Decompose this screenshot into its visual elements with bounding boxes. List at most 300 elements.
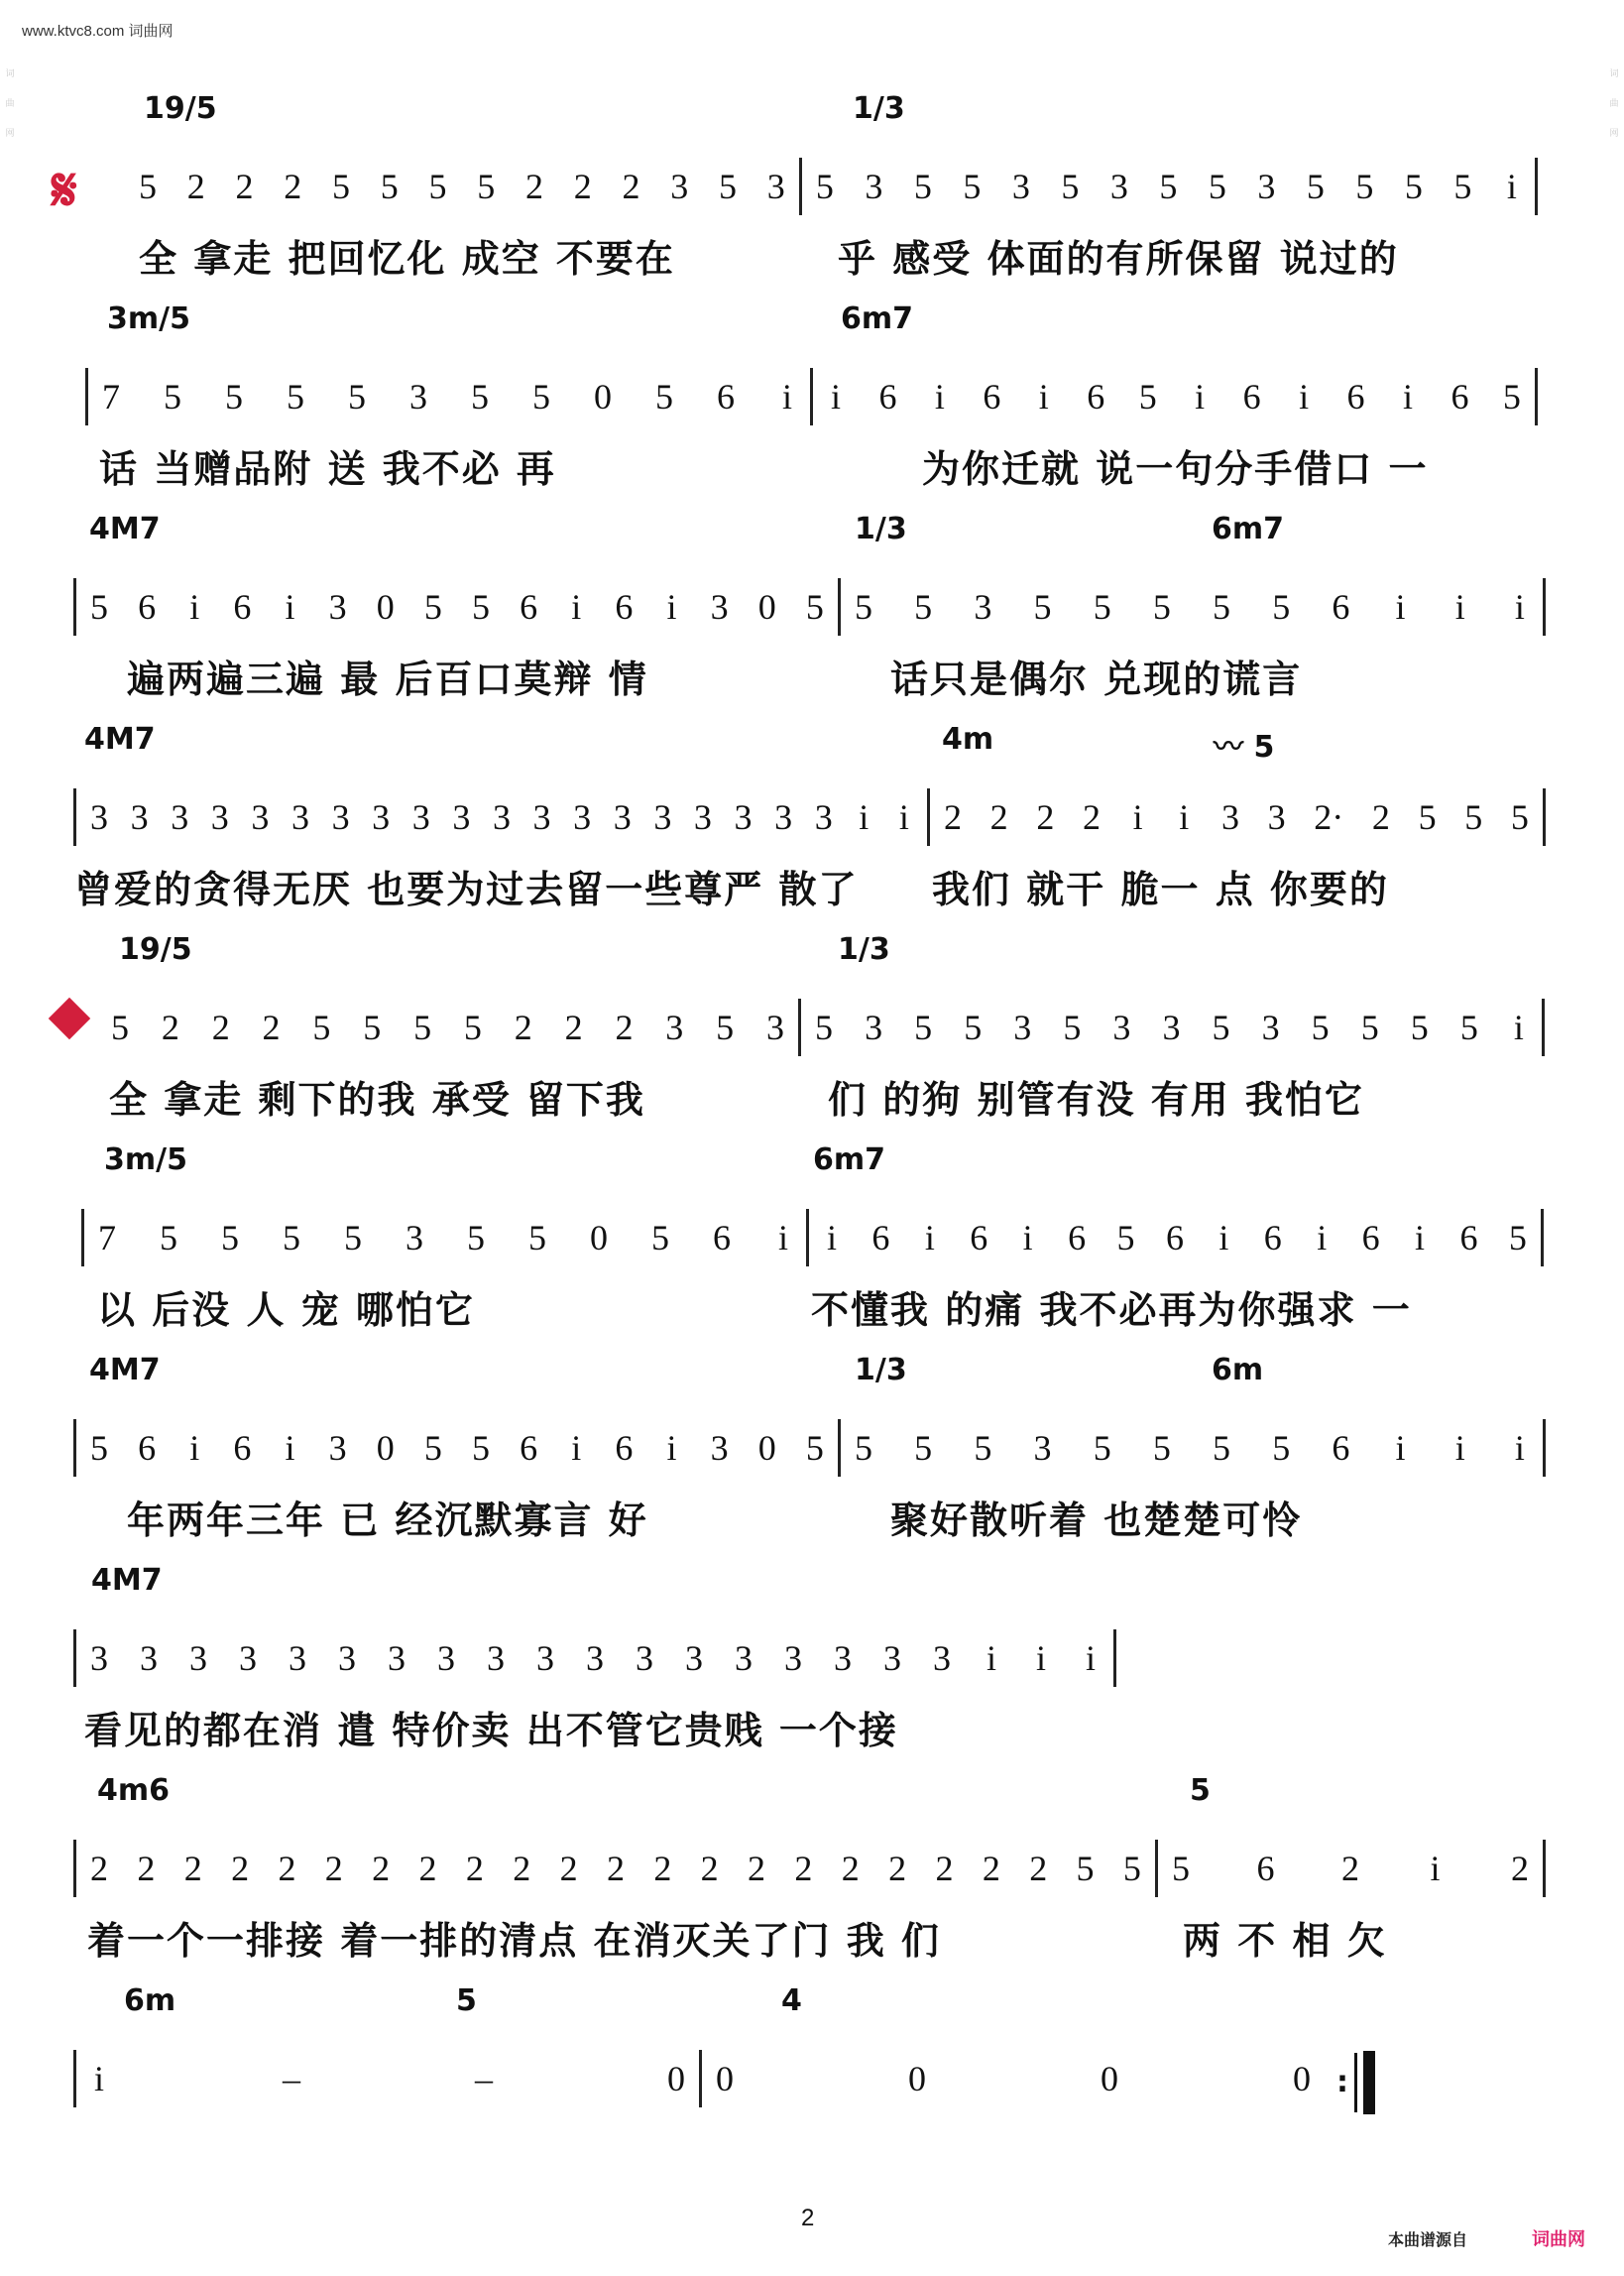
note: 6	[1332, 1428, 1350, 1468]
note: 5	[472, 1428, 490, 1468]
chord-symbol: 3m/5	[107, 301, 190, 336]
note: 6	[713, 1218, 731, 1258]
note: 3	[140, 1638, 158, 1678]
note: 5	[1306, 167, 1325, 206]
note: 2	[606, 1849, 625, 1888]
note: 5	[363, 1008, 382, 1047]
barline	[806, 1209, 809, 1266]
barline	[1543, 578, 1546, 636]
note: 2	[418, 1849, 437, 1888]
note: i	[1299, 377, 1310, 417]
note: 5	[815, 167, 834, 206]
note: 5	[471, 377, 489, 417]
measure	[944, 796, 1529, 838]
note: 2	[525, 167, 543, 206]
note: 3	[1261, 1008, 1280, 1047]
note: 2	[653, 1849, 672, 1888]
note: 5	[1159, 167, 1178, 206]
note: 3	[388, 1638, 406, 1678]
note: 6	[1087, 377, 1105, 417]
note: 5	[805, 587, 824, 627]
note: 6	[233, 1428, 252, 1468]
note: i	[1085, 1638, 1096, 1678]
note: 3	[586, 1638, 604, 1678]
note: 2	[1082, 797, 1101, 837]
notation-line	[59, 787, 1562, 847]
note: 5	[1122, 1849, 1141, 1888]
measure	[111, 1007, 784, 1048]
score-system-3	[0, 512, 1624, 700]
note: 5	[914, 1008, 933, 1047]
note: 2	[183, 1849, 202, 1888]
note: 5	[1061, 167, 1080, 206]
barline	[73, 578, 76, 636]
note: 3	[834, 1638, 852, 1678]
barline	[927, 788, 930, 846]
barline	[838, 1419, 841, 1477]
note: 3	[406, 1218, 423, 1258]
note: 5	[423, 587, 442, 627]
note: 2·	[1314, 797, 1344, 837]
note: i	[986, 1638, 996, 1678]
notation-line	[59, 1418, 1562, 1478]
measure	[827, 376, 1521, 418]
note: 3	[328, 1428, 347, 1468]
barline	[699, 2050, 702, 2107]
note: 5	[1138, 377, 1157, 417]
note: 3	[536, 1638, 554, 1678]
note: 6	[878, 377, 897, 417]
note: 3	[1011, 167, 1030, 206]
measure	[90, 586, 824, 628]
notation-line	[71, 367, 1559, 426]
note: 3	[437, 1638, 455, 1678]
score-system-10	[0, 1983, 1624, 2172]
note: 5	[423, 1428, 442, 1468]
note: 2	[514, 1008, 532, 1047]
repeat-dots-icon: :	[1336, 2065, 1348, 2099]
note: 3	[974, 587, 992, 627]
note: 2	[935, 1849, 954, 1888]
lyric-segment: 曾爱的贪得无厌 也要为过去留一些尊严 散了	[74, 868, 859, 911]
lyric-segment: 话只是偶尔 兑现的谎言	[890, 658, 1303, 701]
note: 5	[719, 167, 737, 206]
note: 3	[239, 1638, 257, 1678]
note: 2	[1341, 1849, 1359, 1888]
note: 6	[1068, 1218, 1087, 1258]
note: 5	[1093, 587, 1111, 627]
chord-symbol: 1/3	[855, 512, 907, 546]
barline	[73, 788, 76, 846]
notation-line	[59, 1628, 1130, 1688]
note: 3	[693, 797, 712, 837]
barline	[838, 578, 841, 636]
chord-symbol: 4M7	[84, 722, 156, 757]
note: 5	[1360, 1008, 1379, 1047]
note: 3	[685, 1638, 703, 1678]
measure	[855, 1427, 1529, 1469]
measure	[98, 1217, 792, 1258]
lyric-segment: 我们 就干 脆一 点 你要的	[932, 868, 1389, 911]
lyric-segment: 全 拿走 剩下的我 承受 留下我	[109, 1078, 645, 1122]
note: 5	[1152, 587, 1171, 627]
note: 3	[331, 797, 350, 837]
notation-line	[67, 1208, 1560, 1267]
note: 3	[189, 1638, 207, 1678]
lyric-segment: 两 不 相 欠	[1183, 1919, 1387, 1963]
note: 6	[717, 377, 735, 417]
note: 5	[1116, 1218, 1135, 1258]
note: 5	[963, 167, 982, 206]
note: 3	[933, 1638, 951, 1678]
note: 6	[520, 1428, 538, 1468]
lyric-segment: 以 后没 人 宠 哪怕它	[97, 1288, 475, 1332]
note: 3	[1220, 797, 1239, 837]
note: 3	[653, 797, 672, 837]
note: 6	[138, 1428, 157, 1468]
note: 5	[1272, 587, 1291, 627]
note: 3	[90, 797, 108, 837]
barline	[73, 1419, 76, 1477]
chord-symbol: 4	[781, 1983, 802, 2018]
note: 5	[1404, 167, 1423, 206]
coda-icon	[49, 998, 90, 1039]
note: 5	[1212, 1008, 1230, 1047]
chord-symbol: 4m	[942, 722, 994, 757]
measure	[90, 1848, 1141, 1889]
note: 5	[1410, 1008, 1429, 1047]
note: i	[1038, 377, 1049, 417]
note: –	[475, 2059, 493, 2098]
note: i	[924, 1218, 935, 1258]
note: 5	[1152, 1428, 1171, 1468]
notation-line	[59, 2049, 1348, 2108]
measure	[90, 1637, 1100, 1679]
note: 3	[774, 797, 793, 837]
note: 2	[284, 167, 302, 206]
note: 2	[1036, 797, 1055, 837]
note: 3	[1162, 1008, 1181, 1047]
note: i	[1430, 1849, 1441, 1888]
note: 5	[1076, 1849, 1095, 1888]
note: 6	[1242, 377, 1261, 417]
lyric-segment: 乎 感受 体面的有所保留 说过的	[838, 237, 1399, 281]
note: 2	[989, 797, 1008, 837]
note: 5	[380, 167, 399, 206]
barline	[73, 2050, 76, 2107]
note: i	[826, 1218, 837, 1258]
barline	[1535, 158, 1538, 215]
note: 5	[111, 1008, 129, 1047]
note: i	[1514, 587, 1525, 627]
note: 5	[855, 587, 872, 627]
note: 5	[1213, 587, 1231, 627]
chord-symbol: 3m/5	[104, 1142, 187, 1177]
note: 0	[590, 1218, 608, 1258]
lyric-segment: 为你迁就 说一句分手借口 一	[922, 447, 1429, 491]
note: i	[1022, 1218, 1033, 1258]
lyric-segment: 遍两遍三遍 最 后百口莫辩 情	[127, 658, 648, 701]
note: 2	[888, 1849, 907, 1888]
note: 5	[1510, 797, 1529, 837]
barline	[810, 368, 813, 425]
note: 5	[1508, 1218, 1527, 1258]
score-system-4	[0, 722, 1624, 910]
note: 5	[1093, 1428, 1111, 1468]
barline	[1543, 1419, 1546, 1477]
note: 2	[465, 1849, 484, 1888]
note: 5	[90, 1428, 108, 1468]
note: 5	[1213, 1428, 1231, 1468]
note: 5	[815, 1008, 834, 1047]
chord-symbol: 19/5	[144, 91, 217, 126]
note: 3	[411, 797, 430, 837]
score-system-7	[0, 1353, 1624, 1541]
note: 5	[283, 1218, 300, 1258]
note: 2	[615, 1008, 634, 1047]
note: 5	[1418, 797, 1437, 837]
chord-symbol: 6m7	[813, 1142, 886, 1177]
barline	[1543, 788, 1546, 846]
note: 5	[428, 167, 447, 206]
note: 6	[871, 1218, 890, 1258]
note: 6	[983, 377, 1001, 417]
measure	[102, 376, 796, 418]
note: 3	[865, 167, 883, 206]
note: 6	[138, 587, 157, 627]
note: 5	[1272, 1428, 1291, 1468]
note: 0	[376, 587, 395, 627]
note: i	[1218, 1218, 1229, 1258]
note: i	[1514, 1428, 1525, 1468]
note: 5	[1502, 377, 1521, 417]
note: 2	[235, 167, 254, 206]
chord-symbol: 1/3	[853, 91, 905, 126]
note: 5	[1063, 1008, 1082, 1047]
score-system-2	[0, 301, 1624, 490]
note: 3	[130, 797, 149, 837]
lyric-segment: 聚好散听着 也楚楚可怜	[890, 1498, 1303, 1542]
note: 0	[908, 2059, 926, 2098]
note: 2	[573, 167, 592, 206]
note: i	[781, 377, 792, 417]
barline	[1541, 1209, 1544, 1266]
note: 5	[344, 1218, 362, 1258]
note: 3	[532, 797, 551, 837]
note: 5	[1172, 1849, 1190, 1888]
barline	[1535, 368, 1538, 425]
chord-symbol: 1/3	[838, 932, 890, 967]
note: 3	[1033, 1428, 1052, 1468]
note: 2	[137, 1849, 156, 1888]
note: 3	[1109, 167, 1128, 206]
note: 3	[1267, 797, 1286, 837]
note: 0	[667, 2059, 685, 2098]
note: 5	[1355, 167, 1374, 206]
note: 2	[982, 1849, 1000, 1888]
measure	[716, 2058, 1311, 2099]
note: 3	[328, 587, 347, 627]
note: 7	[98, 1218, 116, 1258]
note: 5	[532, 377, 550, 417]
note: 6	[615, 587, 634, 627]
chord-symbol: 6m7	[1212, 512, 1285, 546]
note: 3	[613, 797, 632, 837]
notation-line	[59, 577, 1562, 637]
note: 3	[766, 167, 785, 206]
note: 3	[289, 1638, 306, 1678]
note: i	[666, 587, 677, 627]
note: 3	[372, 797, 391, 837]
note: 2	[186, 167, 205, 206]
note: 5	[287, 377, 304, 417]
note: 5	[1453, 167, 1472, 206]
note: 0	[757, 1428, 776, 1468]
note: 2	[622, 167, 640, 206]
note: 6	[1361, 1218, 1380, 1258]
lyric-segment: 全 拿走 把回忆化 成空 不要在	[139, 237, 675, 281]
segno-icon: 𝄋	[52, 156, 77, 225]
note: 6	[520, 587, 538, 627]
lyric-segment: 年两年三年 已 经沉默寡言 好	[127, 1498, 648, 1542]
note: i	[189, 1428, 200, 1468]
note: 5	[463, 1008, 482, 1047]
page-number: 2	[801, 2205, 815, 2231]
lyric-segment: 不懂我 的痛 我不必再为你强求 一	[811, 1288, 1412, 1332]
note: 2	[90, 1849, 108, 1888]
score-system-5	[0, 932, 1624, 1121]
barline	[73, 1840, 76, 1897]
note: i	[1395, 1428, 1406, 1468]
note: 2	[1511, 1849, 1529, 1888]
score-system-6	[0, 1142, 1624, 1331]
note: 3	[487, 1638, 505, 1678]
chord-symbol: 4M7	[91, 1563, 163, 1598]
note: i	[1506, 167, 1517, 206]
note: 5	[413, 1008, 432, 1047]
note: i	[830, 377, 841, 417]
note: 2	[372, 1849, 391, 1888]
note: 3	[734, 797, 753, 837]
note: i	[285, 1428, 295, 1468]
lyric-segment: 们 的狗 别管有没 有用 我怕它	[828, 1078, 1364, 1122]
note: 3	[171, 797, 189, 837]
score-system-9	[0, 1773, 1624, 1962]
note: 2	[278, 1849, 296, 1888]
note: 6	[615, 1428, 634, 1468]
note: 3	[710, 1428, 729, 1468]
note: 5	[477, 167, 496, 206]
note: 2	[559, 1849, 578, 1888]
note: 3	[735, 1638, 753, 1678]
note: 3	[338, 1638, 356, 1678]
note: 5	[160, 1218, 177, 1258]
note: 6	[1346, 377, 1365, 417]
barline	[799, 158, 802, 215]
note: 0	[1101, 2059, 1118, 2098]
barline	[1113, 1629, 1116, 1687]
note: 5	[913, 167, 932, 206]
chord-symbol: 4M7	[89, 512, 161, 546]
note: 2	[262, 1008, 281, 1047]
chord-symbol: 1/3	[855, 1353, 907, 1387]
site-header[interactable]: www.ktvc8.com 词曲网	[22, 23, 174, 40]
chord-symbol: 5	[1190, 1773, 1211, 1808]
note: 6	[233, 587, 252, 627]
note: 5	[1033, 587, 1052, 627]
note: 0	[1293, 2059, 1311, 2098]
note: i	[934, 377, 945, 417]
note: 0	[376, 1428, 395, 1468]
note: i	[1402, 377, 1413, 417]
note: 3	[573, 797, 592, 837]
measure	[1172, 1848, 1529, 1889]
note: 5	[528, 1218, 546, 1258]
note: 3	[784, 1638, 802, 1678]
note: i	[898, 797, 909, 837]
measure	[139, 166, 785, 207]
chord-symbol: 6m	[124, 1983, 176, 2018]
note: i	[859, 797, 870, 837]
note: 3	[251, 797, 270, 837]
note: 3	[636, 1638, 653, 1678]
barline	[73, 1629, 76, 1687]
note: 3	[210, 797, 229, 837]
note: 2	[211, 1008, 230, 1047]
note: –	[283, 2059, 300, 2098]
note: 3	[90, 1638, 108, 1678]
note: 5	[90, 587, 108, 627]
note: 5	[164, 377, 181, 417]
note: 3	[814, 797, 833, 837]
note: i	[1179, 797, 1190, 837]
chord-symbol: 4m6	[97, 1773, 171, 1808]
measure	[823, 1217, 1527, 1258]
note: 3	[409, 377, 427, 417]
site-logo[interactable]: 词曲网	[1532, 2229, 1585, 2250]
note: 2	[1371, 797, 1390, 837]
note: 3	[665, 1008, 684, 1047]
note: 5	[651, 1218, 669, 1258]
trill-icon: 〰	[1214, 730, 1243, 765]
note: 2	[944, 797, 962, 837]
chord-symbol-text: 5	[1253, 730, 1275, 765]
note: 3	[1112, 1008, 1131, 1047]
note: 2	[231, 1849, 250, 1888]
barline	[1543, 1840, 1546, 1897]
lyric-segment: 着一个一排接 着一排的清点 在消灭关了门 我 们	[87, 1919, 941, 1963]
note: 5	[1208, 167, 1226, 206]
note: 5	[332, 167, 350, 206]
note: i	[189, 587, 200, 627]
measure	[816, 166, 1521, 207]
note: 5	[974, 1428, 992, 1468]
note: 6	[1256, 1849, 1275, 1888]
note: 5	[312, 1008, 331, 1047]
note: 6	[1263, 1218, 1282, 1258]
note: 2	[748, 1849, 766, 1888]
note: i	[1513, 1008, 1524, 1047]
note: i	[1035, 1638, 1046, 1678]
measure	[855, 586, 1529, 628]
notation-line	[59, 1839, 1562, 1898]
lyric-segment: 看见的都在消 遣 特价卖 出不管它贵贱 一个接	[84, 1709, 898, 1752]
measure	[90, 1427, 824, 1469]
barline	[85, 368, 88, 425]
barline	[1155, 1840, 1158, 1897]
note: 3	[883, 1638, 901, 1678]
note: 5	[655, 377, 673, 417]
